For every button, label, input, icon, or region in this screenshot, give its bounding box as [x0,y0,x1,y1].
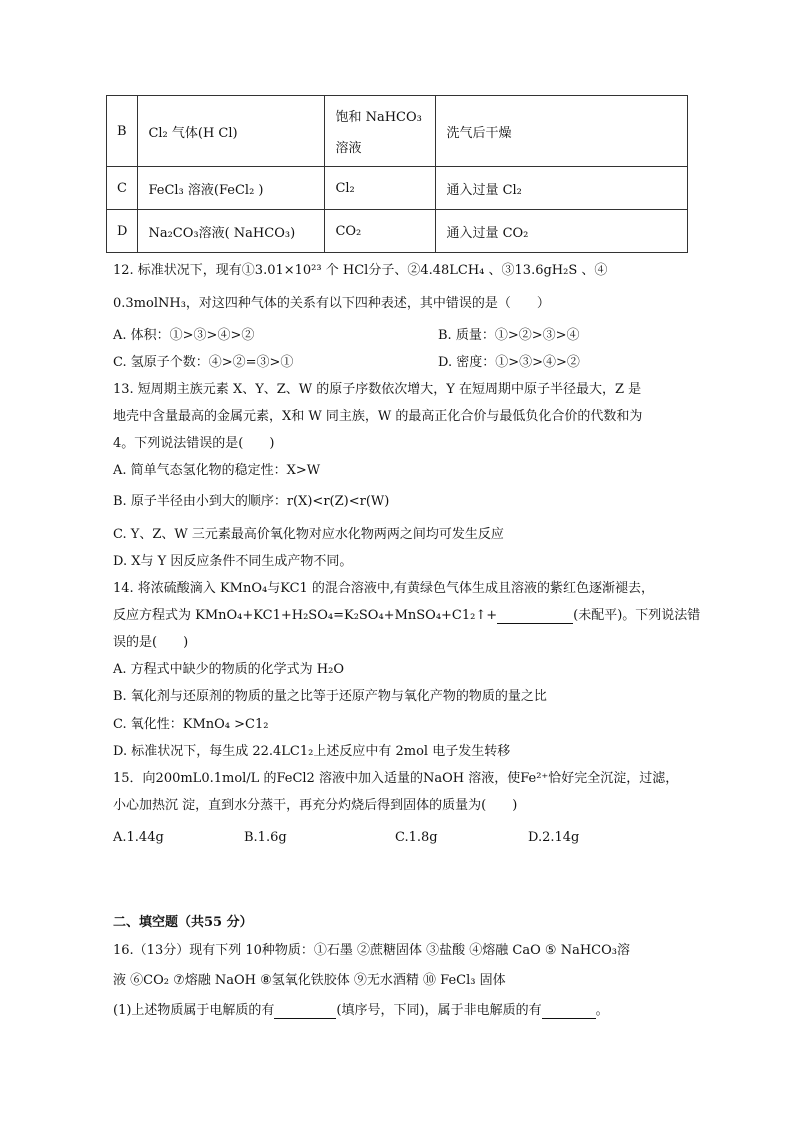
q12-stem-line2: 0.3molNH₃，对这四种气体的关系有以下四种表述，其中错误的是（ ） [113,296,550,311]
q13-option-d: D. X与 Y 因反应条件不同生成产物不同。 [113,554,353,569]
answer-blank [497,608,573,624]
q16-part1-middle: (填序号，下同)，属于非电解质的有 [336,1003,542,1018]
reagent-cell [325,96,436,167]
q14-equation: 反应方程式为 KMnO₄+KC1+H₂SO₄=K₂SO₄+MnSO₄+C1₂↑+ [113,608,498,623]
method-cell: 洗气后干燥 [436,96,688,167]
table-row [107,96,688,167]
q14-equation-tail: (未配平)。下列说法错 [573,608,701,623]
reagent-cell: CO₂ [325,210,436,253]
q16-part1 [113,999,609,1019]
q15-option-d: D.2.14g [528,830,580,845]
q14-option-b: B. 氧化剂与还原剂的物质的量之比等于还原产物与氧化产物的物质的量之比 [113,689,547,704]
row-label: C [107,167,138,210]
q14-option-d: D. 标准状况下，每生成 22.4LC1₂上述反应中有 2mol 电子发生转移 [113,744,511,759]
q12-option-d: D. 密度：①>③>④>② [438,355,580,370]
q13-stem-line2: 地壳中含量最高的金属元素，X和 W 同主族，W 的最高正化合价与最低负化合价的代数和为 [113,409,643,424]
table-row [107,167,688,210]
reagent-line: 饱和 NaHCO₃ [335,110,422,125]
q12-option-c: C. 氢原子个数：④>②=③>① [113,355,294,370]
row-label: D [107,210,138,253]
reagent-cell: Cl₂ [325,167,436,210]
q14-stem-line1: 14. 将浓硫酸滴入 KMnO₄与KC1 的混合溶液中,有黄绿色气体生成且溶液的紫红色逐渐褪去， [113,581,655,596]
method-cell: 通入过量 CO₂ [436,210,688,253]
q15-option-a: A.1.44g [113,830,164,845]
q15-stem-line2: 小心加热沉 淀，直到水分蒸干，再充分灼烧后得到固体的质量为( ) [113,798,518,813]
q13-option-c: C. Y、Z、W 三元素最高价氧化物对应水化物两两之间均可发生反应 [113,527,504,542]
section-heading: 二、填空题（共55 分） [113,915,253,930]
reagent-table [106,95,688,253]
reagent-line: 溶液 [335,141,362,156]
q12-option-b: B. 质量：①>②>③>④ [438,328,580,343]
q16-part1-end: 。 [595,1003,609,1018]
answer-blank [542,1003,596,1019]
q13-option-b: B. 原子半径由小到大的顺序：r(X)<r(Z)<r(W) [113,494,390,509]
q14-option-a: A. 方程式中缺少的物质的化学式为 H₂O [113,662,344,677]
q13-option-a: A. 简单气态氢化物的稳定性：X>W [113,463,321,478]
q16-stem-line1: 16.（13分）现有下列 10种物质：①石墨 ②蔗糖固体 ③盐酸 ④熔融 CaO ⑤ NaHCO₃溶 [113,943,630,958]
q14-option-c: C. 氧化性：KMnO₄ >C1₂ [113,717,269,732]
row-label: B [107,96,138,167]
q14-stem-line2 [113,604,700,624]
q15-option-c: C.1.8g [395,830,438,845]
q15-option-b: B.1.6g [244,830,287,845]
answer-blank [274,1003,336,1019]
q13-stem-line1: 13. 短周期主族元素 X、Y、Z、W 的原子序数依次增大，Y 在短周期中原子半径最大，Z 是 [113,382,642,397]
q12-option-a: A. 体积：①>③>④>② [113,328,255,343]
q15-stem-line1: 15．向200mL0.1mol/L 的FeCl2 溶液中加入适量的NaOH 溶液，使Fe²⁺恰好完全沉淀，过滤， [113,771,679,786]
method-cell: 通入过量 Cl₂ [436,167,688,210]
q12-stem-line1: 12. 标准状况下，现有①3.01×10²³ 个 HCl分子、②4.48LCH₄ 、③13.6gH₂S 、④ [113,263,608,278]
q13-stem-line3: 4。下列说法错误的是( ) [113,436,275,451]
mixture-cell: FeCl₃ 溶液(FeCl₂ ) [138,167,325,210]
q16-stem-line2: 液 ⑥CO₂ ⑦熔融 NaOH ⑧氢氧化铁胶体 ⑨无水酒精 ⑩ FeCl₃ 固体 [113,973,506,988]
mixture-cell: Na₂CO₃溶液( NaHCO₃) [138,210,325,253]
table-row [107,210,688,253]
mixture-cell: Cl₂ 气体(H Cl) [138,96,325,167]
q14-stem-line3: 误的是( ) [113,635,189,650]
q16-part1-prefix: (1)上述物质属于电解质的有 [113,1003,275,1018]
